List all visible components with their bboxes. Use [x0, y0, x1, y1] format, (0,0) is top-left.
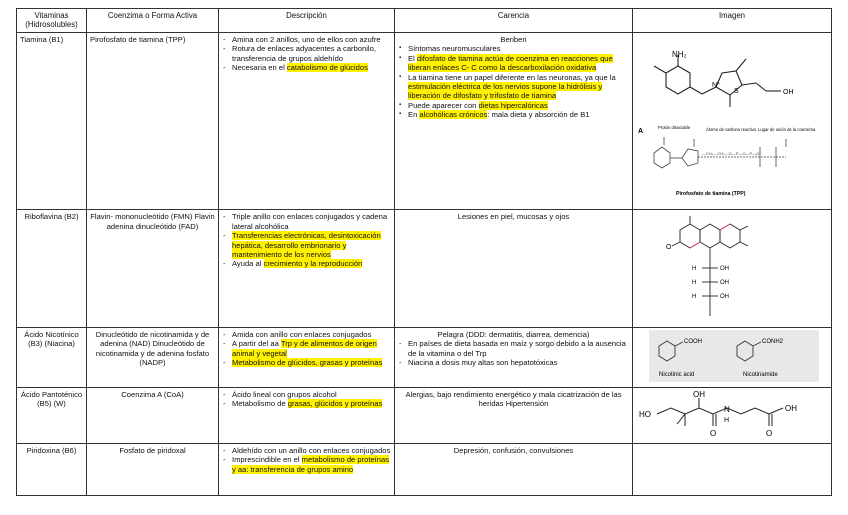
oh-label-3: OH	[720, 294, 729, 301]
description-list	[222, 212, 391, 268]
deficiency-title: Lesiones en piel, mucosas y ojos	[457, 212, 570, 222]
list-item	[232, 390, 391, 399]
description-cell	[219, 443, 395, 495]
description-cell	[219, 327, 395, 387]
h-label-1: H	[692, 266, 697, 273]
table-row	[17, 443, 832, 495]
text-segment: A partir del aa	[232, 339, 281, 349]
oh-label: OH	[783, 89, 794, 96]
highlighted-text: Transferencias electrónicas, desintoxicación hepática, desarrollo embrionario y mantenimiento de los nervios	[232, 231, 381, 260]
header-vitamins: Vitaminas (Hidrosolubles)	[17, 9, 87, 33]
list-item	[232, 44, 391, 63]
header-row	[17, 9, 832, 33]
n-label: N	[724, 404, 730, 414]
table-row	[17, 210, 832, 327]
highlighted-text: dietas hipercalóricas	[478, 100, 548, 110]
coenzyme-cell: Coenzima A (CoA)	[87, 387, 219, 443]
o-label-1: O	[710, 428, 717, 438]
coenzyme-cell: Pirofosfato de tiamina (TPP)	[87, 33, 219, 210]
description-list	[222, 390, 391, 409]
text-segment: Ácido lineal con grupos alcohol	[232, 389, 337, 399]
description-cell	[219, 387, 395, 443]
deficiency-list	[398, 44, 629, 119]
coenzyme-cell: Dinucleótido de nicotinamida y de adenina (NAD) Dinucleótido de nicotinamida y de adenina fosfato (NADP)	[87, 327, 219, 387]
list-item	[232, 446, 391, 455]
text-segment: En	[408, 110, 420, 120]
list-item	[232, 231, 391, 259]
image-cell	[633, 210, 832, 327]
deficiency-cell	[395, 327, 633, 387]
nicotinic-acid-label: Nicotinic acid	[659, 371, 695, 378]
deficiency-cell	[395, 443, 633, 495]
deficiency-title: Depresión, confusión, convulsiones	[453, 445, 574, 455]
text-segment: Metabolismo de	[232, 399, 288, 409]
text-segment: Necesaria en el	[232, 63, 287, 73]
text-segment: La tiamina tiene un papel diferente en las neuronas, ya que la	[408, 72, 616, 82]
image-cell	[633, 327, 832, 387]
image-cell	[633, 443, 832, 495]
list-item	[408, 44, 629, 53]
header-image: Imagen	[633, 9, 832, 33]
deficiency-title: Beriberi	[500, 35, 527, 44]
oh-label-2: OH	[785, 403, 797, 413]
table-row	[17, 33, 832, 210]
header-deficiency: Carencia	[395, 9, 633, 33]
description-cell	[219, 210, 395, 327]
text-segment: Amida con anillo con enlaces conjugados	[232, 329, 372, 339]
o-label-2: O	[766, 428, 773, 438]
text-segment: Aldehído con un anillo con enlaces conjugados	[232, 445, 391, 455]
text-segment: Puede aparecer con	[408, 100, 479, 110]
text-segment: Amina con 2 anillos, uno de ellos con azufre	[232, 35, 381, 44]
riboflavin-structure-image	[636, 212, 828, 322]
h-label-3: H	[692, 294, 697, 301]
list-item	[232, 35, 391, 44]
oh-label-1: OH	[720, 266, 729, 273]
list-item	[232, 455, 391, 474]
n-plus-label: N⁺	[712, 82, 721, 89]
list-item	[232, 63, 391, 72]
label-tpp: Pirofosfato de tiamina (TPP)	[676, 191, 746, 197]
h-label-2: H	[692, 280, 697, 287]
header-description: Descripción	[219, 9, 395, 33]
oh-label-2: OH	[720, 280, 729, 287]
vitamins-table	[16, 8, 832, 496]
nicotinamide-label: Nicotinamide	[743, 371, 778, 378]
vitamin-name: Ácido Pantoténico (B5) (W)	[17, 387, 87, 443]
pantothenic-drawing	[657, 398, 783, 426]
deficiency-title: Alergias, bajo rendimiento energético y mala cicatrización de las heridas Hipertensión	[405, 389, 622, 409]
list-item	[232, 358, 391, 367]
panel-letter: A	[638, 128, 644, 135]
text-segment: El	[408, 53, 417, 63]
highlighted-text: Trp y de alimentos de origen animal y vegetal	[232, 339, 377, 358]
text-segment: Ayuda al	[232, 259, 264, 269]
description-cell	[219, 33, 395, 210]
table-row	[17, 327, 832, 387]
header-coenzyme: Coenzima o Forma Activa	[87, 9, 219, 33]
text-segment: : mala dieta y absorción de B1	[487, 110, 590, 120]
text-segment: Imprescindible en el	[232, 455, 302, 465]
coenzyme-cell: Flavin- mononucleótido (FMN) Flavin adenina dinucleótido (FAD)	[87, 210, 219, 327]
text-segment: Rotura de enlaces adyacentes a carbonilo, transferencia de grupos aldehído	[232, 44, 376, 63]
h-label: H	[724, 416, 730, 424]
text-segment: Síntomas neuromusculares	[408, 44, 501, 54]
vitamin-name: Piridoxina (B6)	[17, 443, 87, 495]
list-item	[408, 339, 629, 358]
image-cell	[633, 387, 832, 443]
label-carbon: Átomo de carbono reactivo	[706, 127, 757, 132]
thiamine-structure-image	[636, 35, 828, 205]
table-row	[17, 387, 832, 443]
s-label: S	[734, 88, 739, 95]
cooh-label: COOH	[684, 338, 702, 345]
list-item	[232, 259, 391, 268]
list-item	[408, 358, 629, 367]
riboflavin-drawing	[672, 216, 748, 316]
text-segment: Niacina a dosis muy altas son hepatotóxicas	[408, 358, 558, 368]
text-segment: Triple anillo con enlaces conjugados y cadena lateral alcohólica	[232, 212, 388, 231]
coenzyme-cell: Fosfato de piridoxal	[87, 443, 219, 495]
thiamine-skeletal-drawing	[654, 55, 781, 107]
description-list	[222, 446, 391, 474]
highlighted-text: Metabolismo de glúcidos, grasas y proteínas	[232, 358, 383, 368]
list-item	[408, 110, 629, 119]
list-item	[232, 399, 391, 408]
deficiency-list	[398, 339, 629, 367]
list-item	[232, 339, 391, 358]
nh2-label: NH₂	[672, 50, 687, 59]
label-binding-site: Lugar de unión de la coenzima	[758, 127, 816, 132]
list-item	[408, 101, 629, 110]
highlighted-text: difosfato de tiamina actúa de coenzima en reacciones que liberan enlaces C- C como la descarboxilación oxidativa	[408, 53, 613, 73]
chain-text: —CH₂—CH₂—O—P—O—P—O⁻	[702, 151, 762, 156]
vitamin-name: Tiamina (B1)	[17, 33, 87, 210]
vitamin-name: Riboflavina (B2)	[17, 210, 87, 327]
vitamin-name: Ácido Nicotínico (B3) (Niacina)	[17, 327, 87, 387]
text-segment: En países de dieta basada en maíz y sorgo debido a la ausencia de la vitamina o del Trp	[408, 339, 626, 358]
list-item	[232, 330, 391, 339]
list-item	[408, 54, 629, 73]
niacin-structure-image	[633, 328, 832, 384]
oh-label: OH	[693, 389, 705, 399]
highlighted-text: estimulación eléctrica de los nervios supone la hidrólisis y liberación de difosfato y trifosfato de tiamina	[408, 82, 603, 101]
description-list	[222, 330, 391, 368]
conh2-label: CONH2	[762, 338, 784, 345]
deficiency-title: Pelagra (DDD: dermatitis, diarrea, demencia)	[437, 329, 590, 339]
highlighted-text: alcohólicas crónicos	[419, 110, 488, 120]
label-proton: Protón disociable	[658, 125, 691, 130]
deficiency-cell	[395, 33, 633, 210]
highlighted-text: catabolismo de glúcidos	[286, 63, 368, 73]
pantothenic-structure-image	[633, 388, 832, 440]
ho-label: HO	[639, 409, 651, 419]
deficiency-cell	[395, 387, 633, 443]
deficiency-cell	[395, 210, 633, 327]
list-item	[232, 212, 391, 231]
highlighted-text: crecimiento y la reproducción	[263, 259, 363, 269]
highlighted-text: metabolismo de proteínas y aa: transferencia de grupos amino	[232, 455, 390, 474]
list-item	[408, 73, 629, 101]
image-cell	[633, 33, 832, 210]
description-list	[222, 35, 391, 73]
highlighted-text: grasas, glúcidos y proteínas	[287, 399, 383, 409]
o-label: O	[666, 244, 672, 252]
